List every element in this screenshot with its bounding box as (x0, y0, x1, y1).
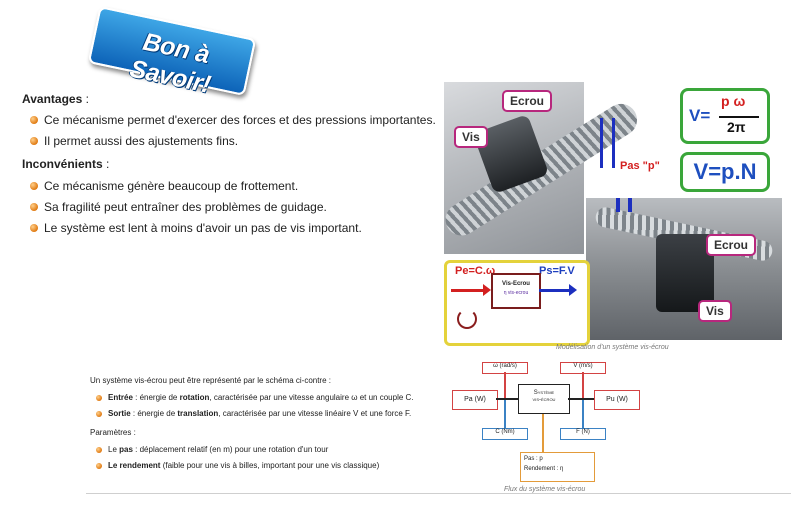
vis-tag: Vis (454, 126, 488, 148)
bullet-icon (96, 463, 102, 469)
flow-arrow (582, 372, 584, 398)
sortie-bold: translation (177, 409, 219, 418)
advantages-colon: : (82, 92, 89, 106)
advantages-heading (22, 92, 89, 106)
torque-box: C (Nm) (482, 428, 528, 440)
output-power-label: Ps=F.V (539, 265, 575, 277)
ball-screw-photo (444, 82, 584, 254)
formula-rotation (680, 88, 770, 144)
disadvantages-heading (22, 157, 109, 171)
output-power-box: Pu (W) (594, 390, 640, 410)
formula1-den: 2π (727, 119, 746, 135)
pitch-label: Pas "p" (620, 160, 660, 172)
formula1-num: p ω (721, 93, 746, 109)
screw-nut-illustration (444, 82, 788, 340)
bullet-icon (30, 116, 38, 124)
badge-text: Bon à Savoir! (127, 27, 213, 99)
system-label-1: Système (533, 390, 555, 396)
flow-arrow (504, 372, 506, 398)
box-label: Vis-Ecrou (502, 281, 530, 287)
sortie-label: Sortie (108, 409, 131, 418)
flow-arrow (496, 398, 518, 400)
pas-rest: : déplacement relatif (en m) pour une rotation d'un tour (132, 445, 329, 454)
pas-param: Pas : p (524, 456, 543, 462)
entree-label: Entrée (108, 393, 133, 402)
input-power-box: Pa (W) (452, 390, 498, 410)
sortie-mid: : énergie de (130, 409, 178, 418)
input-description (96, 393, 414, 402)
bon-a-savoir-badge (88, 14, 260, 99)
formula1-left: V= (689, 106, 711, 125)
caption-flow: Flux du système vis-écrou (504, 486, 586, 493)
description-intro: Un système vis-écrou peut être représenté par le schéma ci-contre : (90, 376, 331, 385)
flow-arrow (504, 400, 506, 428)
speed-box: V (m/s) (560, 362, 606, 374)
input-power-label: Pe=C.ω (455, 265, 496, 277)
input-arrow-head (483, 284, 491, 296)
advantage-item (30, 113, 436, 127)
bullet-icon (96, 395, 102, 401)
rendement-param: Rendement : η (524, 466, 564, 473)
pitch-description (96, 445, 328, 454)
efficiency-label: η vis-ecrou (503, 290, 529, 296)
entree-bold: rotation (179, 393, 210, 402)
output-arrow (539, 289, 571, 292)
sortie-rest: , caractérisée par une vitesse linéaire V et une force F. (218, 409, 412, 418)
pitch-marker (612, 118, 615, 168)
pitch-marker-small (628, 198, 632, 212)
bullet-icon (30, 137, 38, 145)
entree-mid: : énergie de (132, 393, 180, 402)
entree-rest: , caractérisée par une vitesse angulaire ω et un couple C. (209, 393, 414, 402)
parameters-heading: Paramètres : (90, 428, 136, 437)
vis-ecrou-box (491, 273, 541, 309)
flow-arrow (542, 414, 544, 452)
ecrou-tag-2: Ecrou (706, 234, 756, 256)
disadvantage-item (30, 221, 362, 235)
input-arrow (451, 289, 487, 292)
advantage-text: Ce mécanisme permet d'exercer des forces et des pressions importantes. (44, 113, 436, 127)
advantage-text: Il permet aussi des ajustements fins. (44, 134, 239, 148)
pitch-marker-small (616, 198, 620, 212)
system-box (518, 384, 570, 414)
flow-arrow (568, 398, 594, 400)
efficiency-description (96, 461, 379, 470)
system-label-2: vis-écrou (532, 397, 556, 404)
flow-arrow (582, 400, 584, 428)
advantage-item (30, 134, 238, 148)
ecrou-tag: Ecrou (502, 90, 552, 112)
bullet-icon (96, 447, 102, 453)
omega-box: ω (rad/s) (482, 362, 528, 374)
rendement-rest: (faible pour une vis à billes, important pour une vis classique) (160, 461, 380, 470)
pas-prefix: Le (108, 445, 120, 454)
disadvantage-item (30, 179, 298, 193)
rotation-arrow (457, 309, 477, 329)
force-box: F (N) (560, 428, 606, 440)
vis-tag-2: Vis (698, 300, 732, 322)
formula-speed: V=p.N (680, 152, 770, 192)
bullet-icon (30, 182, 38, 190)
bullet-icon (96, 411, 102, 417)
divider (86, 493, 791, 494)
pitch-marker (600, 118, 603, 168)
vise-photo (586, 198, 782, 340)
disadvantage-text: Ce mécanisme génère beaucoup de frottement. (44, 179, 299, 193)
disadvantages-title: Inconvénients (22, 157, 103, 171)
caption-model: Modélisation d'un système vis-écrou (556, 344, 669, 351)
disadvantage-item (30, 200, 327, 214)
bullet-icon (30, 203, 38, 211)
rendement-bold: Le rendement (108, 461, 161, 470)
parameters-box (520, 452, 595, 482)
disadvantages-colon: : (102, 157, 110, 171)
disadvantage-text: Sa fragilité peut entraîner des problèmes de guidage. (44, 200, 327, 214)
flow-diagram (452, 360, 642, 482)
disadvantage-text: Le système est lent à moins d'avoir un pas de vis important. (44, 221, 362, 235)
output-arrow-head (569, 284, 577, 296)
output-description (96, 409, 411, 418)
pas-bold: pas (119, 445, 133, 454)
bullet-icon (30, 224, 38, 232)
advantages-title: Avantages (22, 92, 83, 106)
power-diagram (444, 260, 590, 346)
fraction-bar (719, 116, 759, 118)
